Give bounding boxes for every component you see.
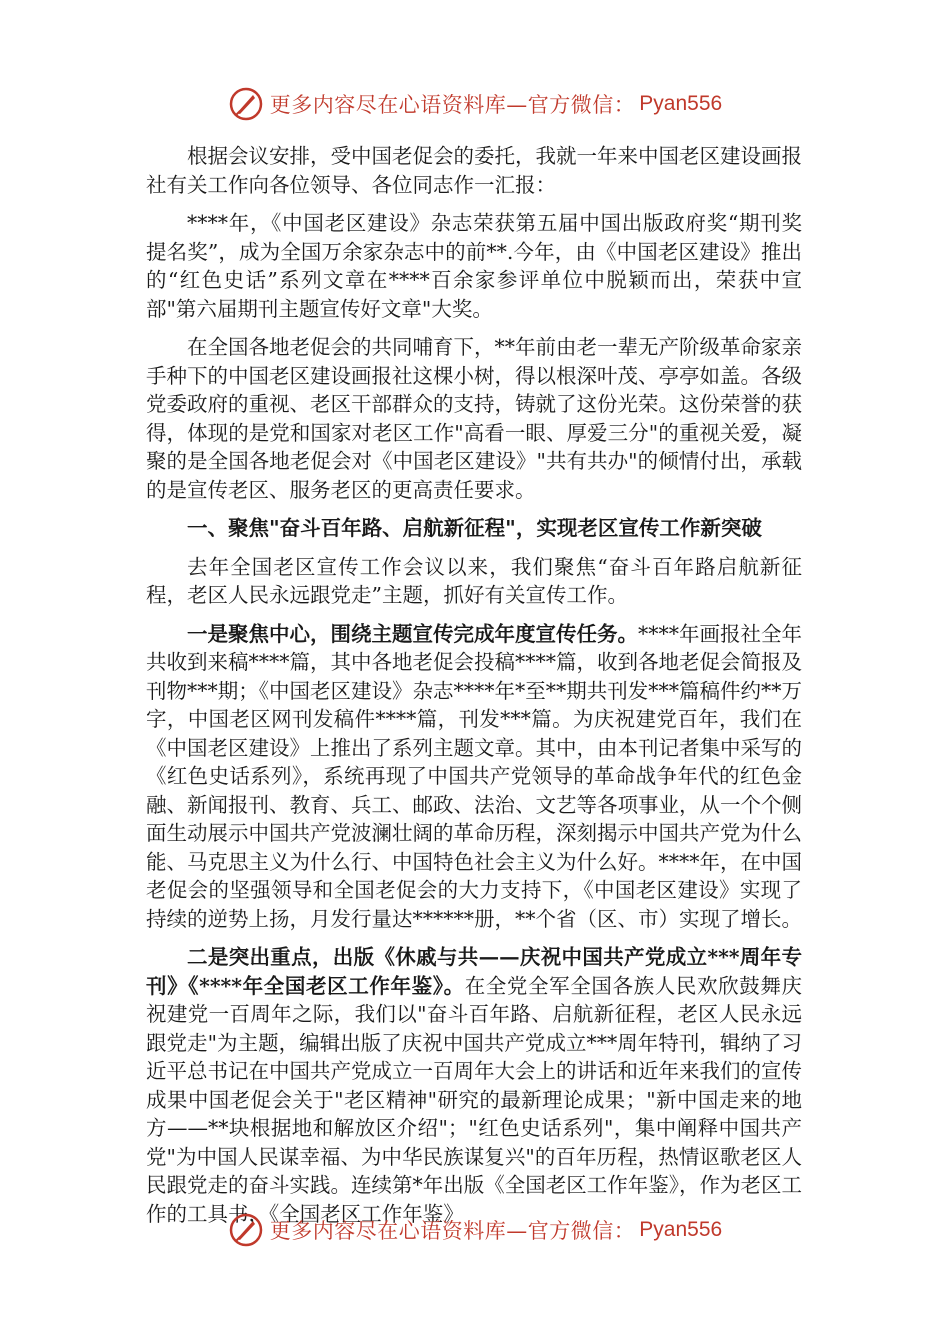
first-point-lead: 一是聚焦中心，围绕主题宣传完成年度宣传任务。 bbox=[187, 621, 638, 646]
section-heading-1: 一、聚焦"奋斗百年路、启航新征程"，实现老区宣传工作新突破 bbox=[187, 516, 762, 540]
quill-logo-icon bbox=[228, 1212, 264, 1248]
header-watermark bbox=[0, 84, 950, 124]
paragraph-theme: 去年全国老区宣传工作会议以来，我们聚焦“奋斗百年路启航新征程，老区人民永远跟党走”主题，抓好有关宣传工作。 bbox=[146, 554, 802, 607]
quill-logo-icon bbox=[228, 86, 264, 122]
paragraph-growth: 在全国各地老促会的共同哺育下，**年前由老一辈无产阶级革命家亲手种下的中国老区建设画报社这棵小树，得以根深叶茂、亭亭如盖。各级党委政府的重视、老区干部群众的支持，铸就了这份光荣。这份荣誉的获得，体现的是党和国家对老区工作"高看一眼、厚爱三分"的重视关爱，凝聚的是全国各地老促会对《中国老区建设》"共有共办"的倾情付出，承载的是宣传老区、服务老区的更高责任要求。 bbox=[146, 335, 802, 502]
paragraph-second-point bbox=[146, 943, 802, 1228]
paragraph-award: ****年，《中国老区建设》杂志荣获第五届中国出版政府奖“期刊奖提名奖”，成为全国万余家杂志中的前**.今年，由《中国老区建设》推出的“红色史话”系列文章在****百余家参评单位中脱颖而出，荣获中宣部"第六届期刊主题宣传好文章"大奖。 bbox=[146, 211, 802, 321]
first-point-body: ****年画报社全年共收到来稿****篇，其中各地老促会投稿****篇，收到各地老促会简报及刊物***期；《中国老区建设》杂志****年*至**期共刊发***篇稿件约**万字，中国老区网刊发稿件****篇，刊发***篇。为庆祝建党百年，我们在《中国老区建设》上推出了系列主题文章。其中，由本刊记者集中采写的《红色史话系列》，系统再现了中国共产党领导的革命战争年代的红色金融、新闻报刊、教育、兵工、邮政、法治、文艺等各项事业，从一个个侧面生动展示中国共产党波澜壮阔的革命历程，深刻揭示中国共产党为什么能、马克思主义为什么行、中国特色社会主义为什么好。****年，在中国老促会的坚强领导和全国老促会的大力支持下，《中国老区建设》实现了持续的逆势上扬，月发行量达******册，**个省（区、市）实现了增长。 bbox=[146, 621, 802, 931]
watermark-text: 更多内容尽在心语资料库—官方微信： bbox=[269, 93, 636, 117]
watermark-text: 更多内容尽在心语资料库—官方微信： bbox=[269, 1219, 636, 1243]
paragraph-intro: 根据会议安排，受中国老促会的委托，我就一年来中国老区建设画报社有关工作向各位领导、各位同志作一汇报： bbox=[146, 144, 802, 197]
footer-watermark bbox=[0, 1210, 950, 1250]
second-point-body: 在全党全军全国各族人民欢欣鼓舞庆祝建党一百周年之际，我们以"奋斗百年路、启航新征程，老区人民永远跟党走"为主题，编辑出版了庆祝中国共产党成立***周年特刊，辑纳了习近平总书记在中国共产党成立一百周年大会上的讲话和近年来我们的宣传成果中国老促会关于"老区精神"研究的最新理论成果；"新中国走来的地方——**块根据地和解放区介绍"；"红色史话系列"，集中阐释中国共产党"为中国人民谋幸福、为中华民族谋复兴"的百年历程，热情讴歌老区人民跟党走的奋斗实践。连续第*年出版《全国老区工作年鉴》，作为老区工作的工具书，《全国老区工作年鉴》 bbox=[146, 973, 802, 1226]
paragraph-first-point bbox=[146, 620, 802, 934]
watermark-wechat-id: Pyan556 bbox=[639, 92, 723, 115]
second-point-lead: 二是突出重点，出版《休戚与共——庆祝中国共产党成立***周年专刊》《****年全国老区工作年鉴》。 bbox=[146, 945, 802, 998]
watermark-wechat-id: Pyan556 bbox=[639, 1218, 723, 1241]
document-body bbox=[146, 142, 802, 1238]
